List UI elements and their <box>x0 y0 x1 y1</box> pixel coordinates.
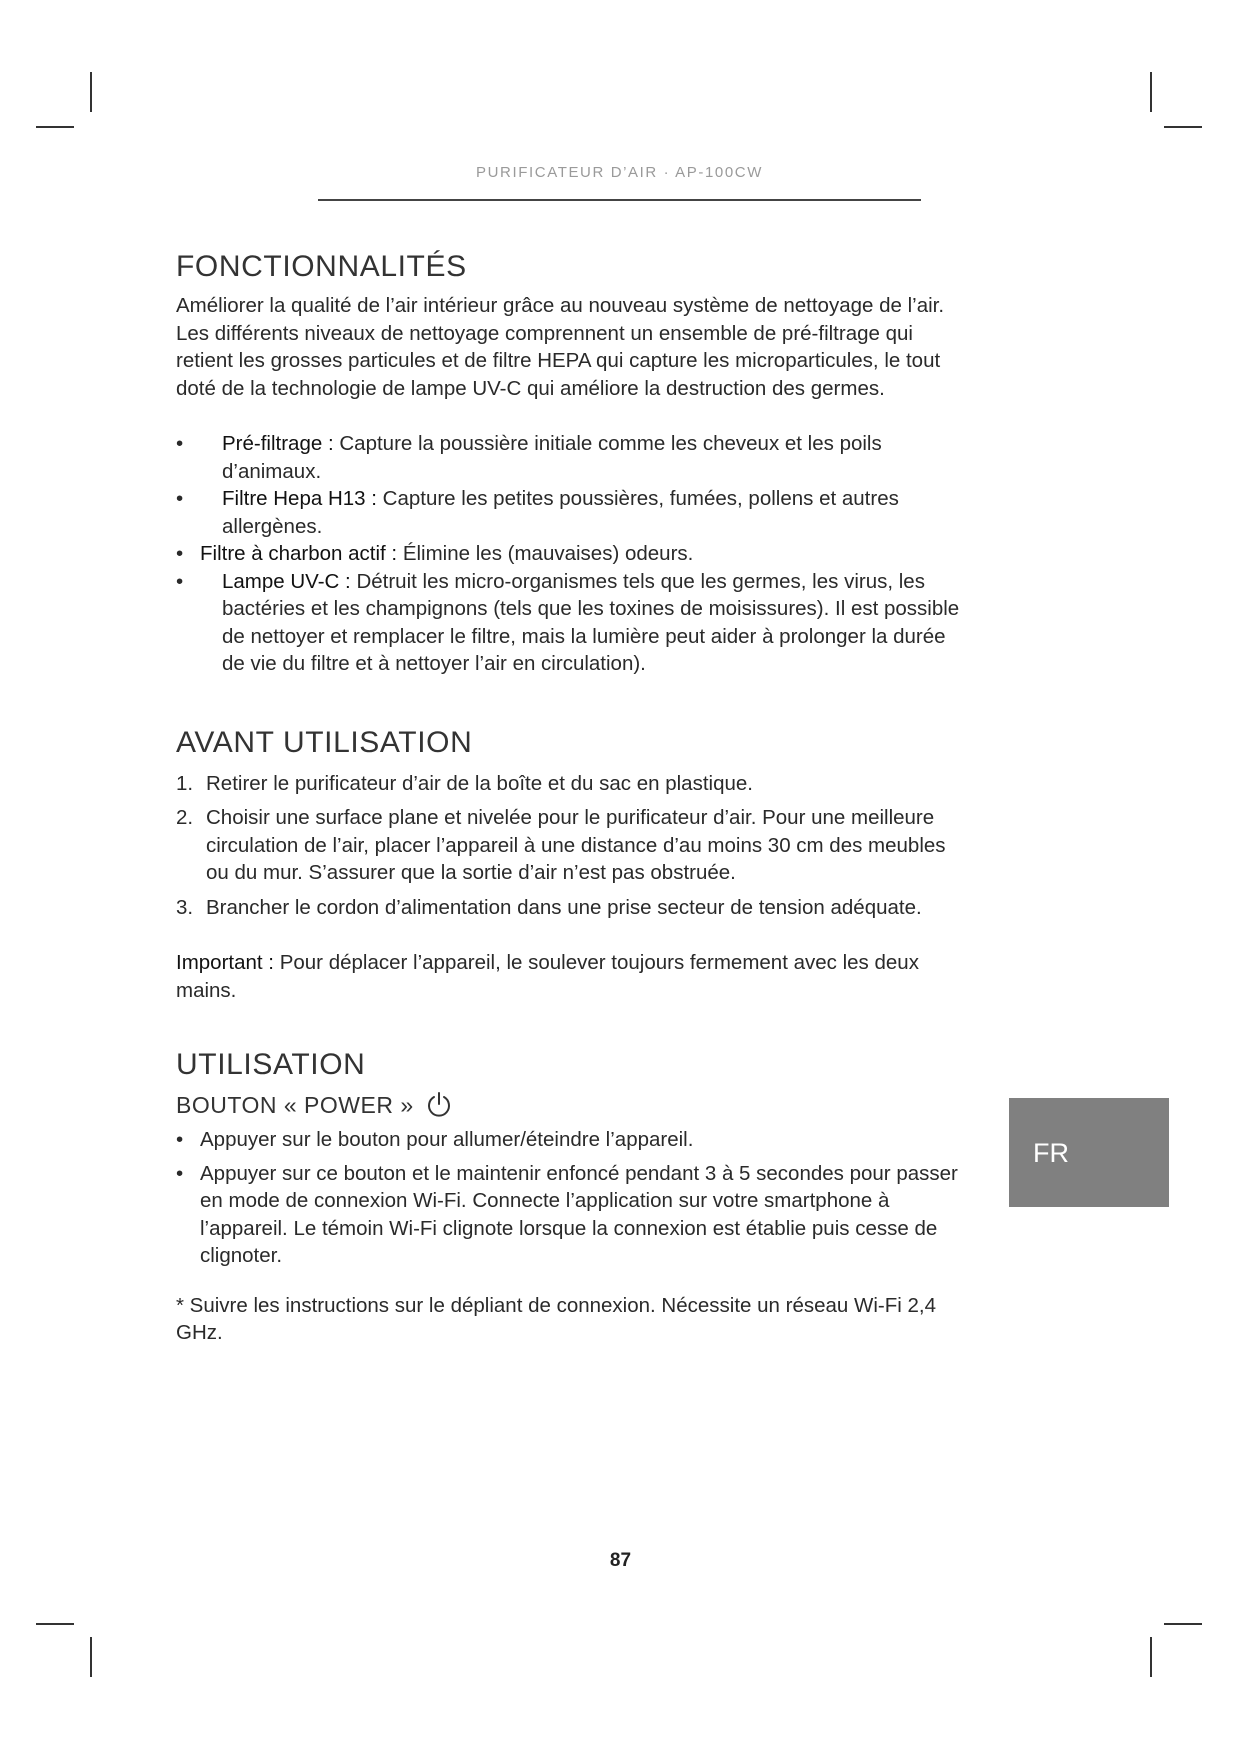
list-item <box>176 485 976 540</box>
power-button-heading <box>176 1090 976 1120</box>
step-item <box>176 804 956 887</box>
step-number: 1. <box>176 771 194 795</box>
features-intro: Améliorer la qualité de l’air intérieur grâce au nouveau système de nettoyage de l’air. Les différents niveaux de nettoyage comprennent un ensemble de pré-filtrage qui retient les grosses particules et de filtre HEPA qui capture les microparticules, le tout doté de la technologie de lampe UV-C qui améliore la destruction des germes. <box>176 294 945 400</box>
crop-mark <box>36 126 74 128</box>
crop-mark <box>1164 126 1202 128</box>
list-item <box>176 1160 980 1270</box>
crop-mark <box>1164 1623 1202 1625</box>
before-use-title: AVANT UTILISATION <box>176 725 473 759</box>
bullet: • <box>176 432 184 455</box>
step-number: 2. <box>176 806 194 829</box>
item-label: Lampe UV-C : <box>222 569 351 593</box>
important-text: Pour déplacer l’appareil, le soulever toujours fermement avec les deux mains. <box>176 951 919 1002</box>
crop-mark <box>90 72 92 112</box>
item-text: Capture les petites poussières, fumées, pollens et autres allergènes. <box>222 487 899 538</box>
page-number: 87 <box>609 1550 632 1571</box>
bullet: • <box>176 487 184 510</box>
header-rule <box>318 199 921 201</box>
important-label: Important : <box>176 951 274 974</box>
step-text: Retirer le purificateur d’air de la boîte et du sac en plastique. <box>206 771 753 795</box>
item-text: Appuyer sur le bouton pour allumer/éteindre l’appareil. <box>200 1128 694 1151</box>
crop-mark <box>36 1623 74 1625</box>
important-note <box>176 949 966 1004</box>
list-item <box>176 430 976 485</box>
step-text: Choisir une surface plane et nivelée pour le purificateur d’air. Pour une meilleure circulation de l’air, placer l’appareil à une distance d’au moins 30 cm des meubles ou du mur. S’assurer que la sortie d’air n’est pas obstruée. <box>206 806 946 884</box>
crop-mark <box>1150 72 1152 112</box>
item-label: Filtre Hepa H13 : <box>222 487 377 510</box>
item-text: Appuyer sur ce bouton et le maintenir enfoncé pendant 3 à 5 secondes pour passer en mode de connexion Wi-Fi. Connecte l’application sur votre smartphone à l’appareil. Le témoin Wi-Fi clignote lorsque la connexion est établie puis cesse de clignoter. <box>200 1161 958 1267</box>
step-number: 3. <box>176 895 194 919</box>
item-label: Pré-filtrage : <box>222 432 334 455</box>
list-item <box>176 1126 976 1154</box>
item-text: Élimine les (mauvaises) odeurs. <box>402 542 694 565</box>
step-item <box>176 894 936 922</box>
step-text: Brancher le cordon d’alimentation dans une prise secteur de tension adéquate. <box>206 895 922 919</box>
power-button-heading-text: BOUTON « POWER » <box>176 1091 414 1118</box>
bullet: • <box>176 569 184 593</box>
features-list <box>176 430 976 678</box>
item-label: Filtre à charbon actif : <box>200 542 398 565</box>
before-use-steps <box>176 770 976 922</box>
item-text: Détruit les micro-organismes tels que les germes, les virus, les bactéries et les champignons (tels que les toxines de moisissures). Il est possible de nettoyer et remplacer le filtre, mais la lumière peut aider à prolonger la durée de vie du filtre et à nettoyer l’air en circulation). <box>222 569 960 675</box>
bullet: • <box>176 1161 184 1185</box>
language-tab-label: FR <box>1033 1138 1069 1168</box>
crop-mark <box>1150 1637 1152 1677</box>
step-item <box>176 770 976 798</box>
power-icon <box>424 1090 454 1120</box>
language-tab <box>1009 1098 1169 1207</box>
page-content <box>176 250 976 1347</box>
item-text: Capture la poussière initiale comme les cheveux et les poils d’animaux. <box>222 432 882 483</box>
list-item <box>176 540 976 568</box>
running-header: PURIFICATEUR D’AIR · AP-100CW <box>476 164 763 181</box>
bullet: • <box>176 1128 184 1151</box>
list-item <box>176 568 976 678</box>
features-title: FONCTIONNALITÉS <box>176 250 467 283</box>
bullet: • <box>176 542 184 565</box>
connection-note: * Suivre les instructions sur le dépliant de connexion. Nécessite un réseau Wi-Fi 2,4 GHz. <box>176 1293 937 1344</box>
usage-list <box>176 1126 976 1270</box>
usage-title: UTILISATION <box>176 1048 366 1081</box>
crop-mark <box>90 1637 92 1677</box>
